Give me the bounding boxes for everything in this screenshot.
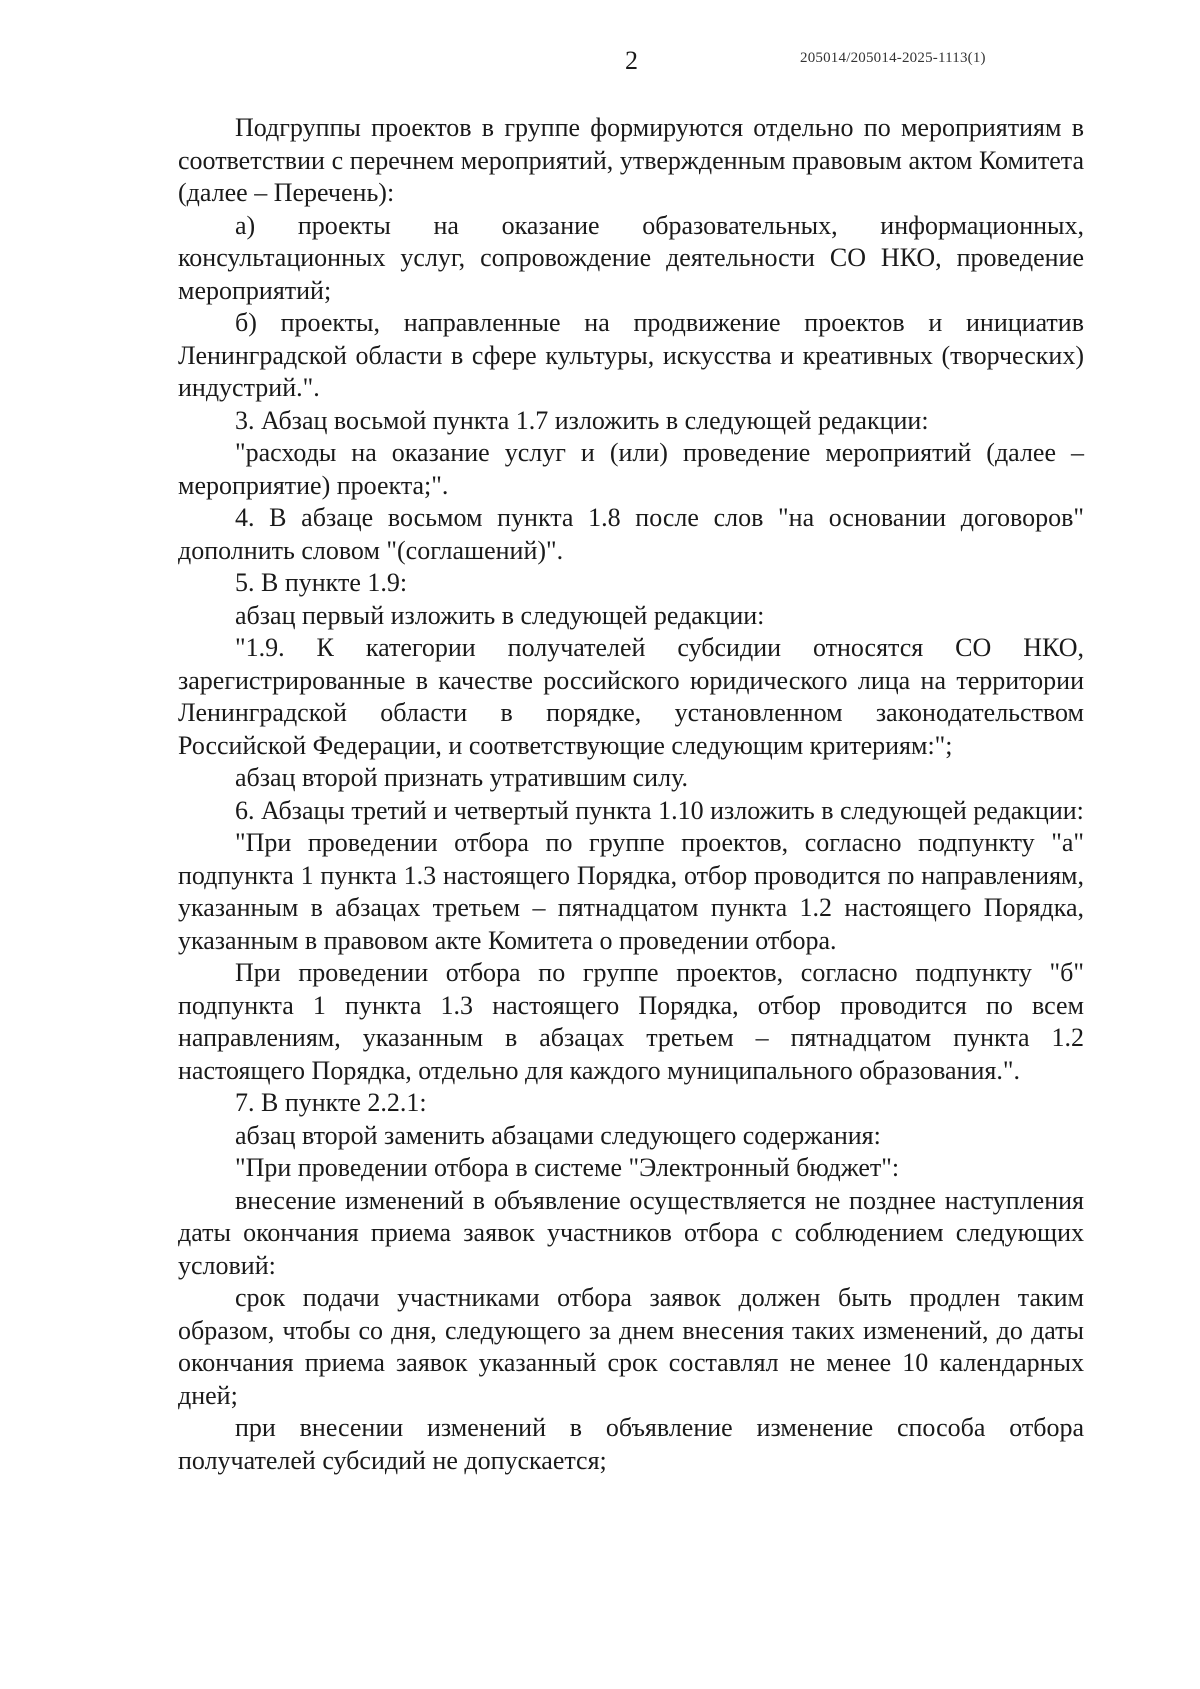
paragraph: 3. Абзац восьмой пункта 1.7 изложить в следующей редакции: — [235, 405, 929, 435]
paragraph: 6. Абзацы третий и четвертый пункта 1.10 изложить в следующей редакции: — [235, 795, 1084, 825]
paragraph: При проведении отбора по группе проектов, согласно подпункту "б" подпункта 1 пункта 1.3 настоящего Порядка, отбор проводится по всем направлениям, указанным в абзацах третьем – пятнадцатом пункта 1.2 настоящего Порядка, отдельно для каждого муниципального образования.". — [178, 958, 1084, 1085]
paragraph: Подгруппы проектов в группе формируются отдельно по мероприятиям в соответствии с перечнем мероприятий, утвержденным правовым актом Комитета (далее – Перечень): — [178, 113, 1084, 207]
document-body — [178, 112, 1084, 1477]
paragraph: 7. В пункте 2.2.1: — [235, 1088, 427, 1117]
paragraph: 4. В абзаце восьмом пункта 1.8 после слов "на основании договоров" дополнить словом "(соглашений)". — [178, 503, 1084, 565]
document-id: 205014/205014-2025-1113(1) — [800, 50, 986, 66]
paragraph: срок подачи участниками отбора заявок должен быть продлен таким образом, чтобы со дня, следующего за днем внесения таких изменений, до даты окончания приема заявок указанный срок составлял не менее 10 календарных дней; — [178, 1283, 1084, 1410]
paragraph: "При проведении отбора по группе проектов, согласно подпункту "а" подпункта 1 пункта 1.3 настоящего Порядка, отбор проводится по направлениям, указанным в абзацах третьем – пятнадцатом пункта 1.2 настоящего Порядка, указанным в правовом акте Комитета о проведении отбора. — [178, 828, 1084, 955]
paragraph: а) проекты на оказание образовательных, информационных, консультационных услуг, сопровождение деятельности СО НКО, проведение мероприятий; — [178, 210, 1084, 305]
paragraph: "расходы на оказание услуг и (или) проведение мероприятий (далее – мероприятие) проекта;". — [178, 438, 1084, 500]
page-number: 2 — [625, 46, 638, 75]
paragraph: абзац второй признать утратившим силу. — [235, 763, 688, 792]
paragraph: абзац первый изложить в следующей редакции: — [235, 600, 765, 630]
paragraph: "1.9. К категории получателей субсидии относятся СО НКО, зарегистрированные в качестве российского юридического лица на территории Ленинградской области в порядке, установленном законодательством Российской Федерации, и соответствующие следующим критериям:"; — [178, 633, 1084, 760]
paragraph: "При проведении отбора в системе "Электронный бюджет": — [235, 1153, 900, 1182]
paragraph: б) проекты, направленные на продвижение проектов и инициатив Ленинградской области в сфере культуры, искусства и креативных (творческих) индустрий.". — [178, 308, 1084, 402]
paragraph: внесение изменений в объявление осуществляется не позднее наступления даты окончания приема заявок участников отбора с соблюдением следующих условий: — [178, 1185, 1084, 1280]
paragraph: абзац второй заменить абзацами следующего содержания: — [235, 1120, 881, 1150]
paragraph: 5. В пункте 1.9: — [235, 568, 408, 597]
paragraph: при внесении изменений в объявление изменение способа отбора получателей субсидий не допускается; — [178, 1413, 1084, 1475]
